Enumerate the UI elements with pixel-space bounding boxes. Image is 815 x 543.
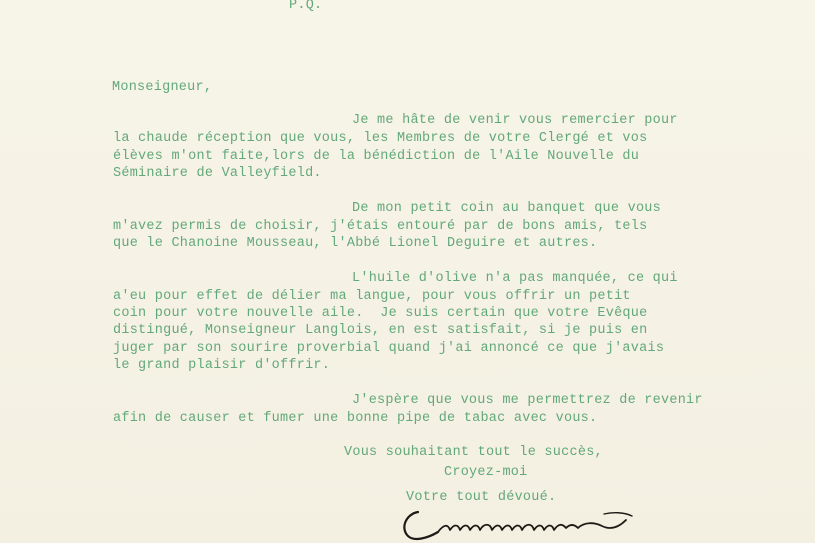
- paragraph-line: la chaude réception que vous, les Membres de votre Clergé et vos: [113, 131, 648, 146]
- paragraph-line: afin de causer et fumer une bonne pipe de tabac avec vous.: [113, 411, 598, 426]
- paragraph-line: juger par son sourire proverbial quand j'ai annoncé ce que j'avais: [113, 341, 665, 356]
- paragraph-line: Je me hâte de venir vous remercier pour: [352, 113, 678, 128]
- paragraph-line: élèves m'ont faite,lors de la bénédiction de l'Aile Nouvelle du: [113, 149, 640, 164]
- closing-devoue: Votre tout dévoué.: [406, 490, 557, 505]
- paragraph-line: m'avez permis de choisir, j'étais entouré par de bons amis, tels: [113, 219, 648, 234]
- paragraph-line: De mon petit coin au banquet que vous: [352, 201, 661, 216]
- salutation: Monseigneur,: [112, 80, 213, 95]
- paragraph-line: a'eu pour effet de délier ma langue, pour vous offrir un petit: [113, 289, 631, 304]
- closing-wishes: Vous souhaitant tout le succès,: [344, 445, 603, 460]
- paragraph-line: le grand plaisir d'offrir.: [113, 358, 331, 373]
- closing-croyez-moi: Croyez-moi: [444, 465, 528, 480]
- paragraph-line: J'espère que vous me permettrez de revenir: [352, 393, 703, 408]
- paragraph-line: L'huile d'olive n'a pas manquée, ce qui: [352, 271, 678, 286]
- paragraph-line: distingué, Monseigneur Langlois, en est satisfait, si je puis en: [113, 323, 648, 338]
- paragraph-line: Séminaire de Valleyfield.: [113, 166, 322, 181]
- location-fragment: P.Q.: [289, 0, 323, 13]
- paragraph-line: coin pour votre nouvelle aile. Je suis certain que votre Evêque: [113, 306, 648, 321]
- paragraph-line: que le Chanoine Mousseau, l'Abbé Lionel Deguire et autres.: [113, 236, 598, 251]
- handwritten-signature: [398, 506, 638, 543]
